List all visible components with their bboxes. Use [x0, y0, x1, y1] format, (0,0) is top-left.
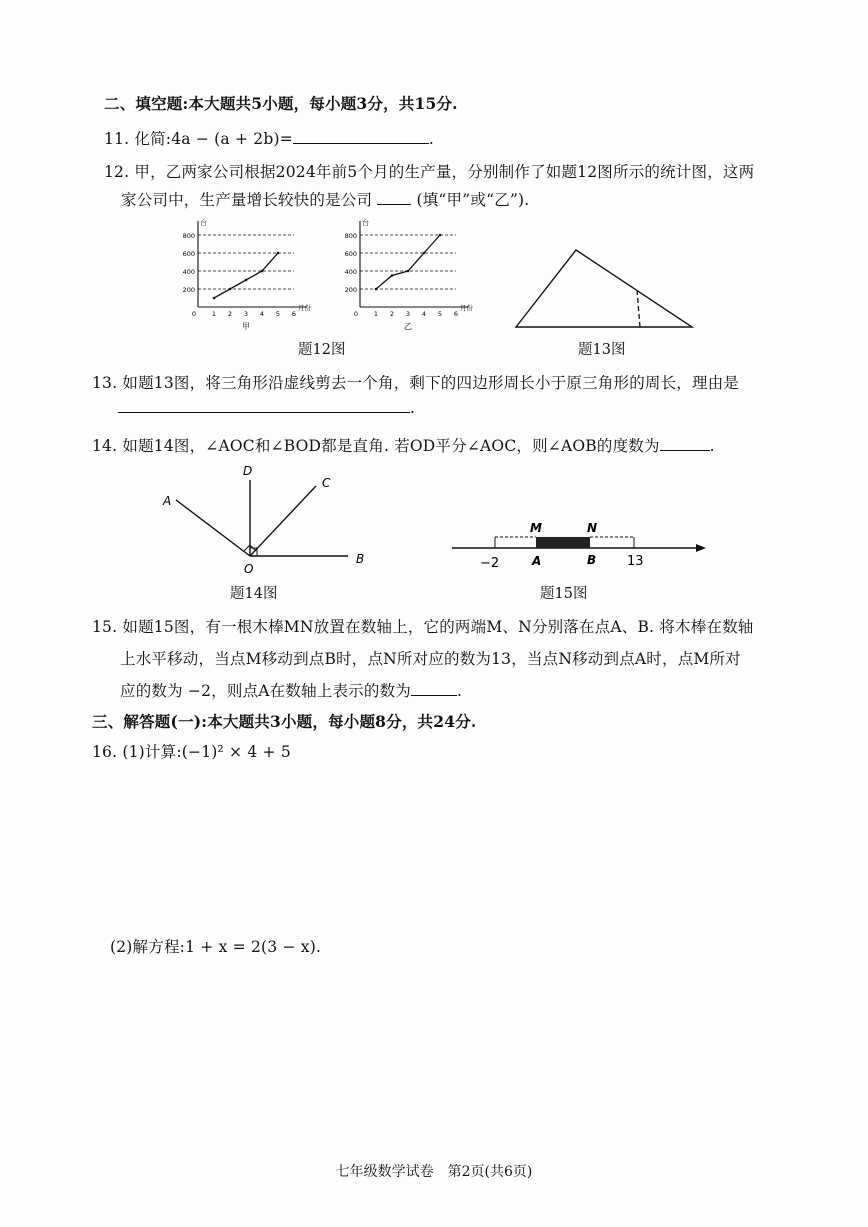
- label-M: M: [530, 521, 542, 535]
- y-tick-label: 400: [182, 268, 195, 276]
- x-tick-label: 6: [453, 310, 459, 318]
- x-tick-label: 6: [291, 310, 297, 318]
- y-unit-label: 台: [362, 219, 369, 227]
- chart-jia: [168, 215, 318, 335]
- data-point: [407, 270, 410, 273]
- data-point: [245, 279, 248, 282]
- question-14-text: 14. 如题14图，∠AOC和∠BOD都是直角. 若OD平分∠AOC，则∠AOB的度数为: [92, 437, 660, 455]
- label-A: A: [163, 494, 172, 508]
- question-14: [92, 434, 715, 456]
- x-tick-label: 3: [243, 310, 249, 318]
- x-tick-label: 5: [437, 310, 443, 318]
- section-2-title: 二、填空题:本大题共5小题，每小题3分，共15分.: [104, 94, 458, 113]
- ray-OC: [250, 486, 316, 556]
- x-unit-label: 月份: [460, 304, 473, 312]
- series-line: [376, 235, 440, 289]
- label-C: C: [322, 476, 331, 490]
- cut-dashed-line: [637, 290, 640, 327]
- stick-MN: [536, 537, 590, 548]
- x-tick-label: 2: [389, 310, 395, 318]
- label-minus-2: −2: [480, 556, 500, 571]
- label-B: B: [587, 553, 597, 567]
- y-tick-label: 200: [344, 286, 357, 294]
- answer-blank-11[interactable]: [293, 129, 429, 144]
- question-12-hint: (填“甲”或“乙”).: [416, 191, 530, 209]
- y-tick-label: 200: [182, 286, 195, 294]
- data-point: [261, 270, 264, 273]
- figure-14-caption: 题14图: [230, 586, 278, 602]
- y-tick-label: 400: [344, 268, 357, 276]
- data-point: [375, 288, 378, 291]
- y-tick-label: 600: [182, 250, 195, 258]
- x-tick-label: 1: [373, 310, 379, 318]
- chart-name: 甲: [242, 322, 250, 331]
- question-16-part-1: 16. (1)计算:(−1)² × 4 + 5: [92, 743, 291, 761]
- figure-14-angles: [150, 460, 380, 575]
- figure-13-triangle: [510, 245, 700, 335]
- figure-12-caption: 题12图: [298, 342, 346, 358]
- question-11: [104, 127, 434, 149]
- x-unit-label: 月份: [298, 304, 311, 312]
- data-point: [423, 252, 426, 255]
- answer-blank-14[interactable]: [660, 436, 710, 451]
- x-tick-label: 0: [353, 310, 359, 318]
- question-12-line-1: 12. 甲，乙两家公司根据2024年前5个月的生产量，分别制作了如题12图所示的统计图，这两: [104, 163, 755, 181]
- figure-15-caption: 题15图: [540, 586, 588, 602]
- y-tick-label: 600: [344, 250, 357, 258]
- data-point: [277, 252, 280, 255]
- question-15-tail: .: [456, 682, 463, 700]
- question-11-text: 11. 化简:4a − (a + 2b)=: [104, 130, 293, 148]
- ray-OA: [176, 500, 250, 556]
- question-15-line-1: 15. 如题15图，有一根木棒MN放置在数轴上，它的两端M、N分别落在点A、B. 将木棒在数轴: [92, 618, 754, 636]
- label-13: 13: [627, 554, 644, 569]
- y-tick-label: 800: [344, 232, 357, 240]
- question-13-line-1: 13. 如题13图，将三角形沿虚线剪去一个角，剩下的四边形周长小于原三角形的周长，理由是: [92, 374, 740, 392]
- figure-15-number-line: [450, 515, 710, 575]
- chart-yi: [330, 215, 480, 335]
- question-16-part-2: (2)解方程:1 + x = 2(3 − x).: [110, 938, 322, 956]
- data-point: [213, 297, 216, 300]
- label-B: B: [356, 552, 365, 566]
- answer-blank-12[interactable]: [377, 190, 411, 205]
- x-tick-label: 0: [191, 310, 197, 318]
- question-15-text: 应的数为 −2，则点A在数轴上表示的数为: [120, 682, 411, 700]
- x-tick-label: 4: [259, 310, 265, 318]
- question-12-text: 家公司中，生产量增长较快的是公司: [121, 191, 373, 209]
- x-tick-label: 5: [275, 310, 281, 318]
- data-point: [439, 234, 442, 237]
- question-14-tail: .: [709, 437, 715, 455]
- x-tick-label: 4: [421, 310, 427, 318]
- label-O: O: [244, 562, 254, 575]
- label-N: N: [587, 521, 598, 535]
- x-tick-label: 3: [405, 310, 411, 318]
- label-A: A: [532, 554, 542, 568]
- figure-13-caption: 题13图: [578, 342, 626, 358]
- question-13-line-2: [118, 398, 415, 417]
- y-unit-label: 台: [200, 219, 207, 227]
- x-tick-label: 1: [211, 310, 217, 318]
- answer-blank-15[interactable]: [411, 681, 457, 696]
- page-footer: 七年级数学试卷 第2页(共6页): [335, 1164, 533, 1180]
- label-D: D: [243, 464, 253, 478]
- y-tick-label: 800: [182, 232, 195, 240]
- x-tick-label: 2: [227, 310, 233, 318]
- question-13-tail: .: [410, 399, 416, 417]
- series-line: [214, 253, 278, 298]
- chart-name: 乙: [404, 322, 412, 331]
- question-15-line-3: [120, 679, 462, 701]
- axis-arrow: [696, 544, 706, 552]
- question-12-line-2: [121, 188, 529, 210]
- answer-blank-13[interactable]: [118, 398, 410, 413]
- question-11-tail: .: [428, 130, 435, 148]
- data-point: [391, 274, 394, 277]
- section-3-title: 三、解答题(一):本大题共3小题，每小题8分，共24分.: [92, 712, 477, 731]
- triangle-shape: [516, 250, 692, 327]
- question-15-line-2: 上水平移动，当点M移动到点B时，点N所对应的数为13，当点N移动到点A时，点M所对: [120, 650, 741, 668]
- data-point: [229, 288, 232, 291]
